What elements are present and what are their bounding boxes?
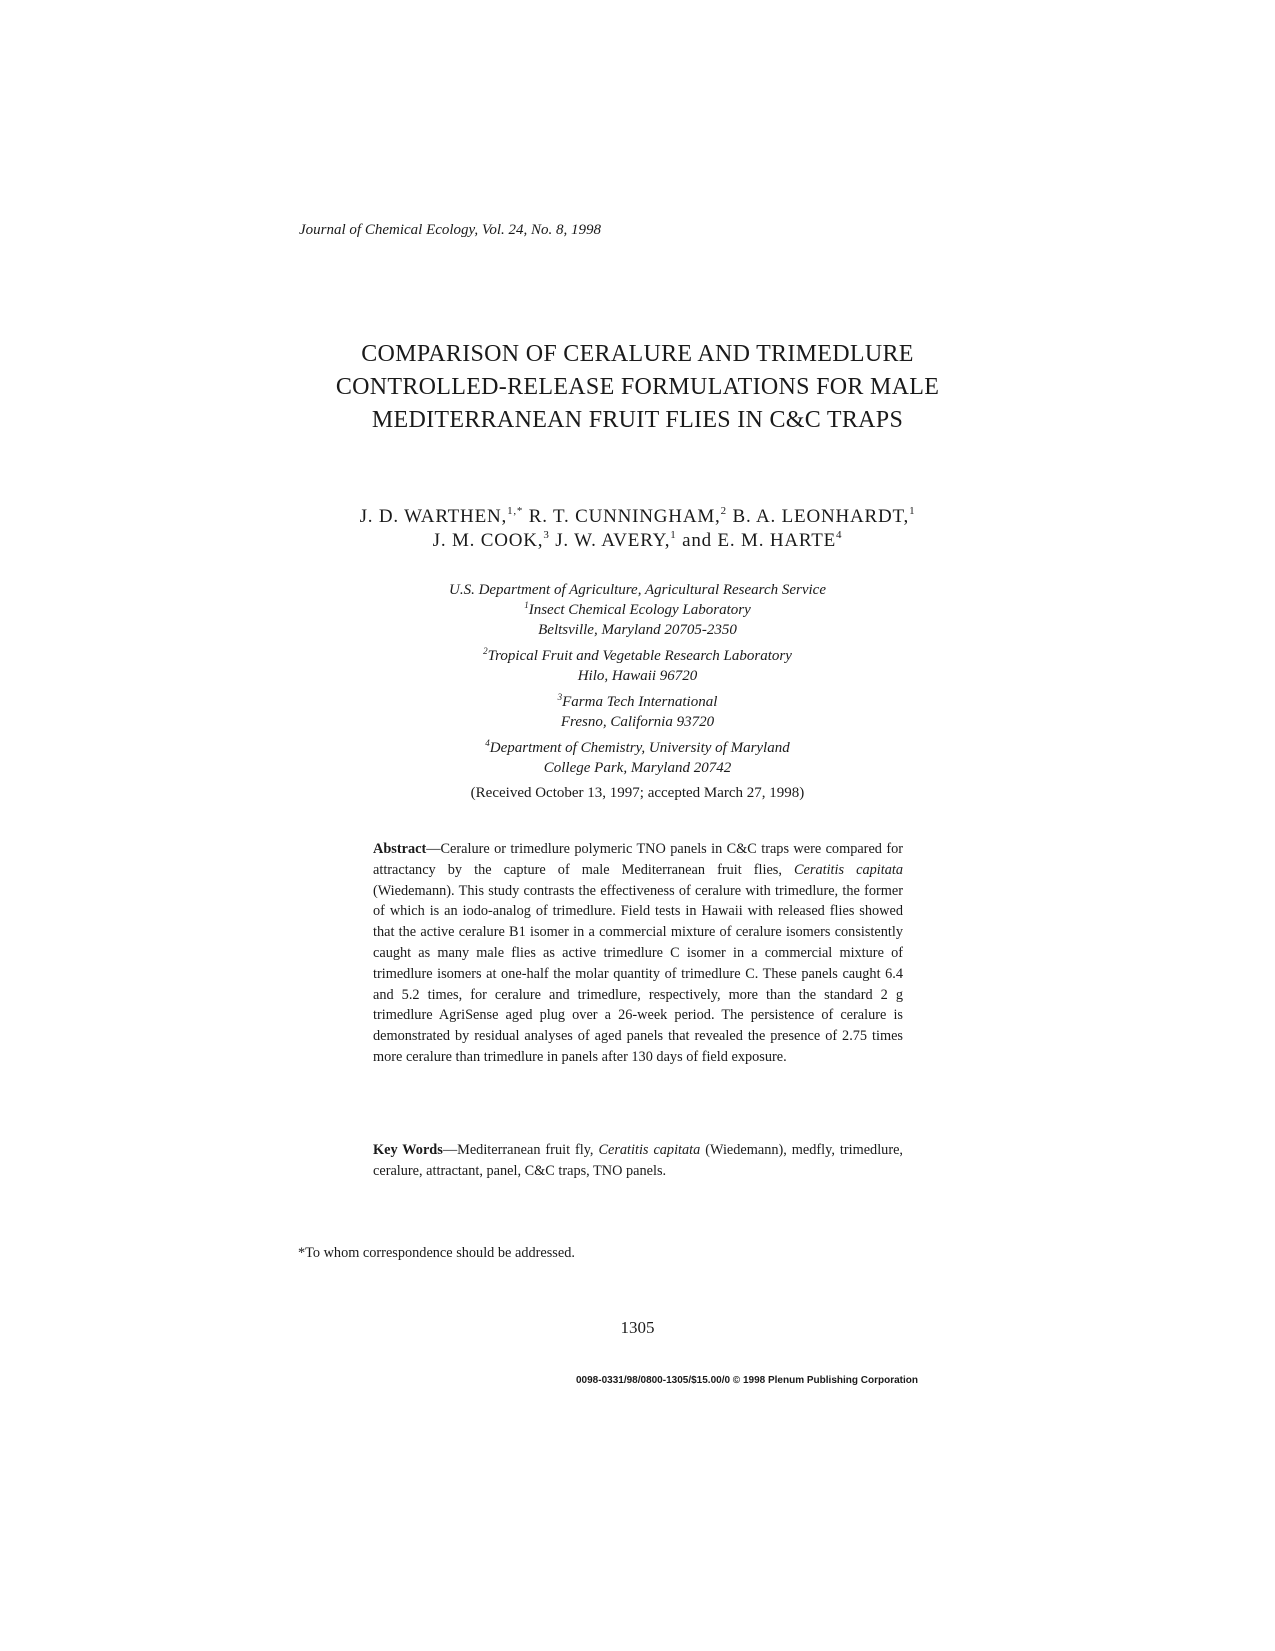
- keywords: [373, 1140, 903, 1182]
- title-line: MEDITERRANEAN FRUIT FLIES IN C&C TRAPS: [371, 407, 904, 433]
- species-name: Ceratitis capitata: [598, 1142, 701, 1158]
- author-list: [0, 505, 1275, 553]
- affiliation-lab: Insect Chemical Ecology Laboratory: [528, 602, 751, 618]
- author-name: J. W. AVERY,: [555, 530, 671, 551]
- author-name: R. T. CUNNINGHAM,: [528, 506, 721, 527]
- author-name: J. M. COOK,: [432, 530, 544, 551]
- author-line: [0, 505, 1275, 529]
- affil-mark: 4: [485, 738, 490, 748]
- affiliation-lab: Farma Tech International: [562, 694, 718, 710]
- keywords-text: —Mediterranean fruit fly,: [442, 1142, 599, 1158]
- species-name: Ceratitis capitata: [794, 861, 903, 878]
- affiliation-4: [0, 738, 1275, 778]
- affil-mark: 2: [483, 646, 488, 656]
- affiliations: [0, 580, 1275, 784]
- author-affil-mark: 1,*: [507, 505, 524, 517]
- author-affil-mark: 4: [836, 529, 843, 541]
- affil-mark: 1: [524, 600, 529, 610]
- received-dates: (Received October 13, 1997; accepted March 27, 1998): [470, 785, 805, 801]
- affil-mark: 3: [557, 692, 563, 702]
- affiliation-address: Beltsville, Maryland 20705-2350: [538, 622, 737, 638]
- author-name: J. D. WARTHEN,: [359, 506, 508, 527]
- keywords-text: (Wiedemann), medfly, trimedlure, ceralure, attractant, panel, C&C traps, TNO panels.: [373, 1142, 903, 1179]
- affiliation-1: [0, 580, 1275, 640]
- affiliation-lab: Department of Chemistry, University of Maryland: [489, 740, 790, 756]
- affiliation-address: College Park, Maryland 20742: [543, 760, 732, 776]
- abstract-label: Abstract: [373, 841, 427, 857]
- author-affil-mark: 3: [543, 529, 550, 541]
- page-number: 1305: [620, 1318, 655, 1337]
- affiliation-2: [0, 646, 1275, 686]
- correspondence-footnote: *To whom correspondence should be addressed.: [298, 1245, 575, 1261]
- affiliation-org: U.S. Department of Agriculture, Agricultural Research Service: [448, 582, 826, 598]
- affiliation-3: [0, 692, 1275, 732]
- author-name: B. A. LEONHARDT,: [732, 506, 910, 527]
- affiliation-address: Fresno, California 93720: [560, 714, 715, 730]
- title-line: CONTROLLED-RELEASE FORMULATIONS FOR MALE: [335, 374, 940, 400]
- title-line: COMPARISON OF CERALURE AND TRIMEDLURE: [361, 341, 914, 367]
- author-line: [0, 529, 1275, 553]
- author-name: and E. M. HARTE: [682, 530, 837, 551]
- author-affil-mark: 2: [720, 505, 727, 517]
- abstract: [373, 839, 903, 1068]
- keywords-label: Key Words: [373, 1142, 443, 1158]
- paper-title: [0, 338, 1275, 437]
- affiliation-lab: Tropical Fruit and Vegetable Research Laboratory: [487, 648, 792, 664]
- author-affil-mark: 1: [670, 529, 677, 541]
- journal-citation: Journal of Chemical Ecology, Vol. 24, No. 8, 1998: [299, 222, 602, 238]
- affiliation-address: Hilo, Hawaii 96720: [577, 668, 698, 684]
- abstract-text: —Ceralure or trimedlure polymeric TNO panels in C&C traps were compared for attractancy by the capture of male Mediterranean fruit flies,: [373, 841, 903, 878]
- author-affil-mark: 1: [909, 505, 916, 517]
- abstract-text: (Wiedemann). This study contrasts the effectiveness of ceralure with trimedlure, the former of which is an iodo-analog of trimedlure. Field tests in Hawaii with released flies showed that the active ceralure B1 isomer in a commercial mixture of ceralure isomers consistently caught as many male flies as active trimedlure C isomer in a commercial mixture of trimedlure isomers at one-half the molar quantity of trimedlure C. These panels caught 6.4 and 5.2 times, for ceralure and trimedlure, respectively, more than the standard 2 g trimedlure AgriSense aged plug over a 26-week period. The persistence of ceralure is demonstrated by residual analyses of aged panels that revealed the presence of 2.75 times more ceralure than trimedlure in panels after 130 days of field exposure.: [373, 882, 903, 1065]
- copyright-line: 0098-0331/98/0800-1305/$15.00/0 © 1998 Plenum Publishing Corporation: [576, 1375, 918, 1386]
